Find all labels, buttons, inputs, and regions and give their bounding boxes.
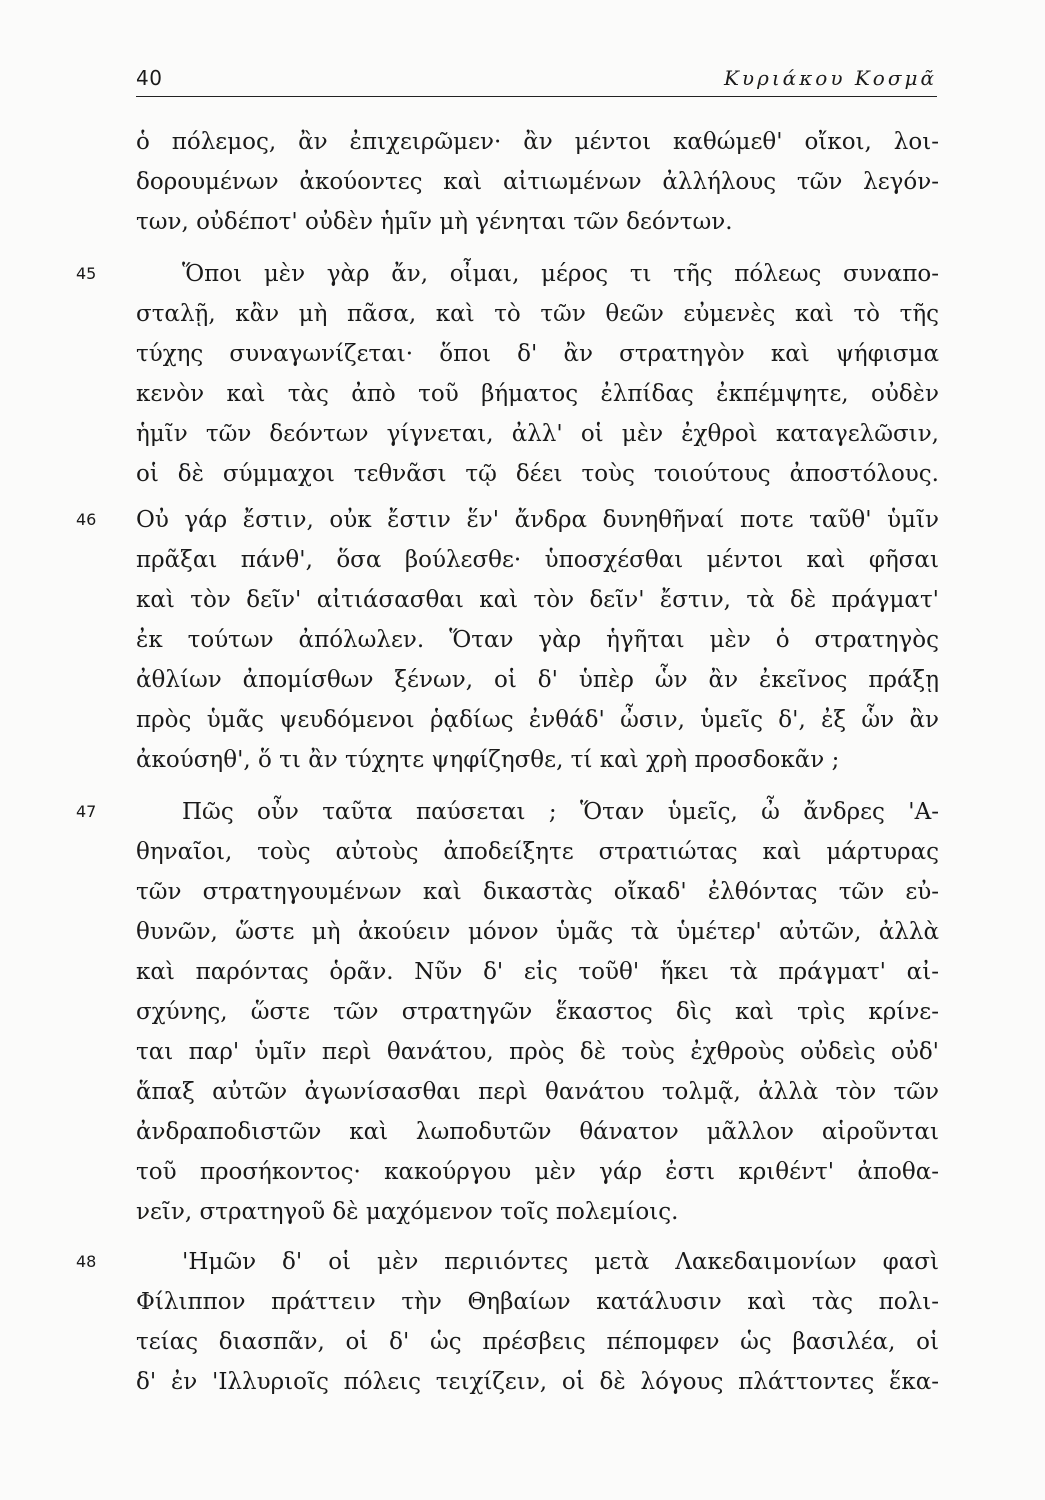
text-line: ἅπαξ αὐτῶν ἀγωνίσασθαι περὶ θανάτου τολμᾷ, ἀλλὰ τὸν τῶν bbox=[136, 1079, 939, 1105]
text-line: τοῦ προσήκοντος· κακούργου μὲν γάρ ἐστι κριθέντ' ἀποθα- bbox=[136, 1159, 939, 1185]
text-line: τῶν στρατηγουμένων καὶ δικαστὰς οἴκαδ' ἐλθόντας τῶν εὐ- bbox=[136, 879, 939, 905]
running-head: Κυριάκου Κοσμᾶ bbox=[723, 66, 937, 90]
text-line: ται παρ' ὑμῖν περὶ θανάτου, πρὸς δὲ τοὺς ἐχθροὺς οὐδεὶς οὐδ' bbox=[136, 1039, 939, 1065]
text-line: καὶ παρόντας ὁρᾶν. Νῦν δ' εἰς τοῦθ' ἥκει τὰ πράγματ' αἰ- bbox=[136, 959, 939, 985]
text-line: καὶ τὸν δεῖν' αἰτιάσασθαι καὶ τὸν δεῖν' ἔστιν, τὰ δὲ πράγματ' bbox=[136, 587, 939, 613]
text-line: πρὸς ὑμᾶς ψευδόμενοι ῥᾳδίως ἐνθάδ' ὦσιν, ὑμεῖς δ', ἐξ ὧν ἂν bbox=[136, 707, 939, 733]
section-number: 46 bbox=[76, 510, 97, 529]
text-line: Οὐ γάρ ἔστιν, οὐκ ἔστιν ἕν' ἄνδρα δυνηθῆναί ποτε ταῦθ' ὑμῖν bbox=[136, 507, 939, 533]
text-line: τείας διασπᾶν, οἱ δ' ὡς πρέσβεις πέπομφεν ὡς βασιλέα, οἱ bbox=[136, 1329, 939, 1355]
text-line: πρᾶξαι πάνθ', ὅσα βούλεσθε· ὑποσχέσθαι μέντοι καὶ φῆσαι bbox=[136, 547, 939, 573]
section-number: 48 bbox=[76, 1252, 97, 1271]
section-number: 47 bbox=[76, 802, 97, 821]
text-line: των, οὐδέποτ' οὐδὲν ἡμῖν μὴ γένηται τῶν δεόντων. bbox=[136, 209, 733, 235]
text-line: θηναῖοι, τοὺς αὐτοὺς ἀποδείξητε στρατιώτας καὶ μάρτυρας bbox=[136, 839, 939, 865]
text-line: ἀθλίων ἀπομίσθων ξένων, οἱ δ' ὑπὲρ ὧν ἂν ἐκεῖνος πράξῃ bbox=[136, 667, 939, 693]
text-line: ὁ πόλεμος, ἂν ἐπιχειρῶμεν· ἂν μέντοι καθώμεθ' οἴκοι, λοι- bbox=[136, 129, 939, 155]
text-line: 'Ημῶν δ' οἱ μὲν περιιόντες μετὰ Λακεδαιμονίων φασὶ bbox=[182, 1249, 939, 1275]
text-line: ἀνδραποδιστῶν καὶ λωποδυτῶν θάνατον μᾶλλον αἱροῦνται bbox=[136, 1119, 939, 1145]
text-line: δ' ἐν 'Ιλλυριοῖς πόλεις τειχίζειν, οἱ δὲ λόγους πλάττοντες ἕκα- bbox=[136, 1369, 939, 1395]
text-line: ἐκ τούτων ἀπόλωλεν. Ὅταν γὰρ ἡγῆται μὲν ὁ στρατηγὸς bbox=[136, 627, 939, 653]
text-line: Ὅποι μὲν γὰρ ἄν, οἶμαι, μέρος τι τῆς πόλεως συναπο- bbox=[182, 261, 939, 287]
text-line: σταλῇ, κἂν μὴ πᾶσα, καὶ τὸ τῶν θεῶν εὐμενὲς καὶ τὸ τῆς bbox=[136, 301, 939, 327]
text-line: δορουμένων ἀκούοντες καὶ αἰτιωμένων ἀλλήλους τῶν λεγόν- bbox=[136, 169, 939, 195]
text-line: κενὸν καὶ τὰς ἀπὸ τοῦ βήματος ἐλπίδας ἐκπέμψητε, οὐδὲν bbox=[136, 381, 939, 407]
text-line: τύχης συναγωνίζεται· ὅποι δ' ἂν στρατηγὸν καὶ ψήφισμα bbox=[136, 341, 939, 367]
text-line: Φίλιππον πράττειν τὴν Θηβαίων κατάλυσιν καὶ τὰς πολι- bbox=[136, 1289, 939, 1315]
page-number: 40 bbox=[136, 66, 163, 90]
text-line: σχύνης, ὥστε τῶν στρατηγῶν ἕκαστος δὶς καὶ τρὶς κρίνε- bbox=[136, 999, 939, 1025]
text-line: θυνῶν, ὥστε μὴ ἀκούειν μόνον ὑμᾶς τὰ ὑμέτερ' αὐτῶν, ἀλλὰ bbox=[136, 919, 939, 945]
text-line: Πῶς οὖν ταῦτα παύσεται ; Ὅταν ὑμεῖς, ὦ ἄνδρες 'Α- bbox=[182, 799, 939, 825]
section-number: 45 bbox=[76, 264, 97, 283]
text-line: οἱ δὲ σύμμαχοι τεθνᾶσι τῷ δέει τοὺς τοιούτους ἀποστόλους. bbox=[136, 461, 939, 487]
text-line: ἀκούσηθ', ὅ τι ἂν τύχητε ψηφίζησθε, τί καὶ χρὴ προσδοκᾶν ; bbox=[136, 747, 840, 773]
text-line: νεῖν, στρατηγοῦ δὲ μαχόμενον τοῖς πολεμίοις. bbox=[136, 1199, 679, 1225]
text-line: ἡμῖν τῶν δεόντων γίγνεται, ἀλλ' οἱ μὲν ἐχθροὶ καταγελῶσιν, bbox=[136, 421, 939, 447]
